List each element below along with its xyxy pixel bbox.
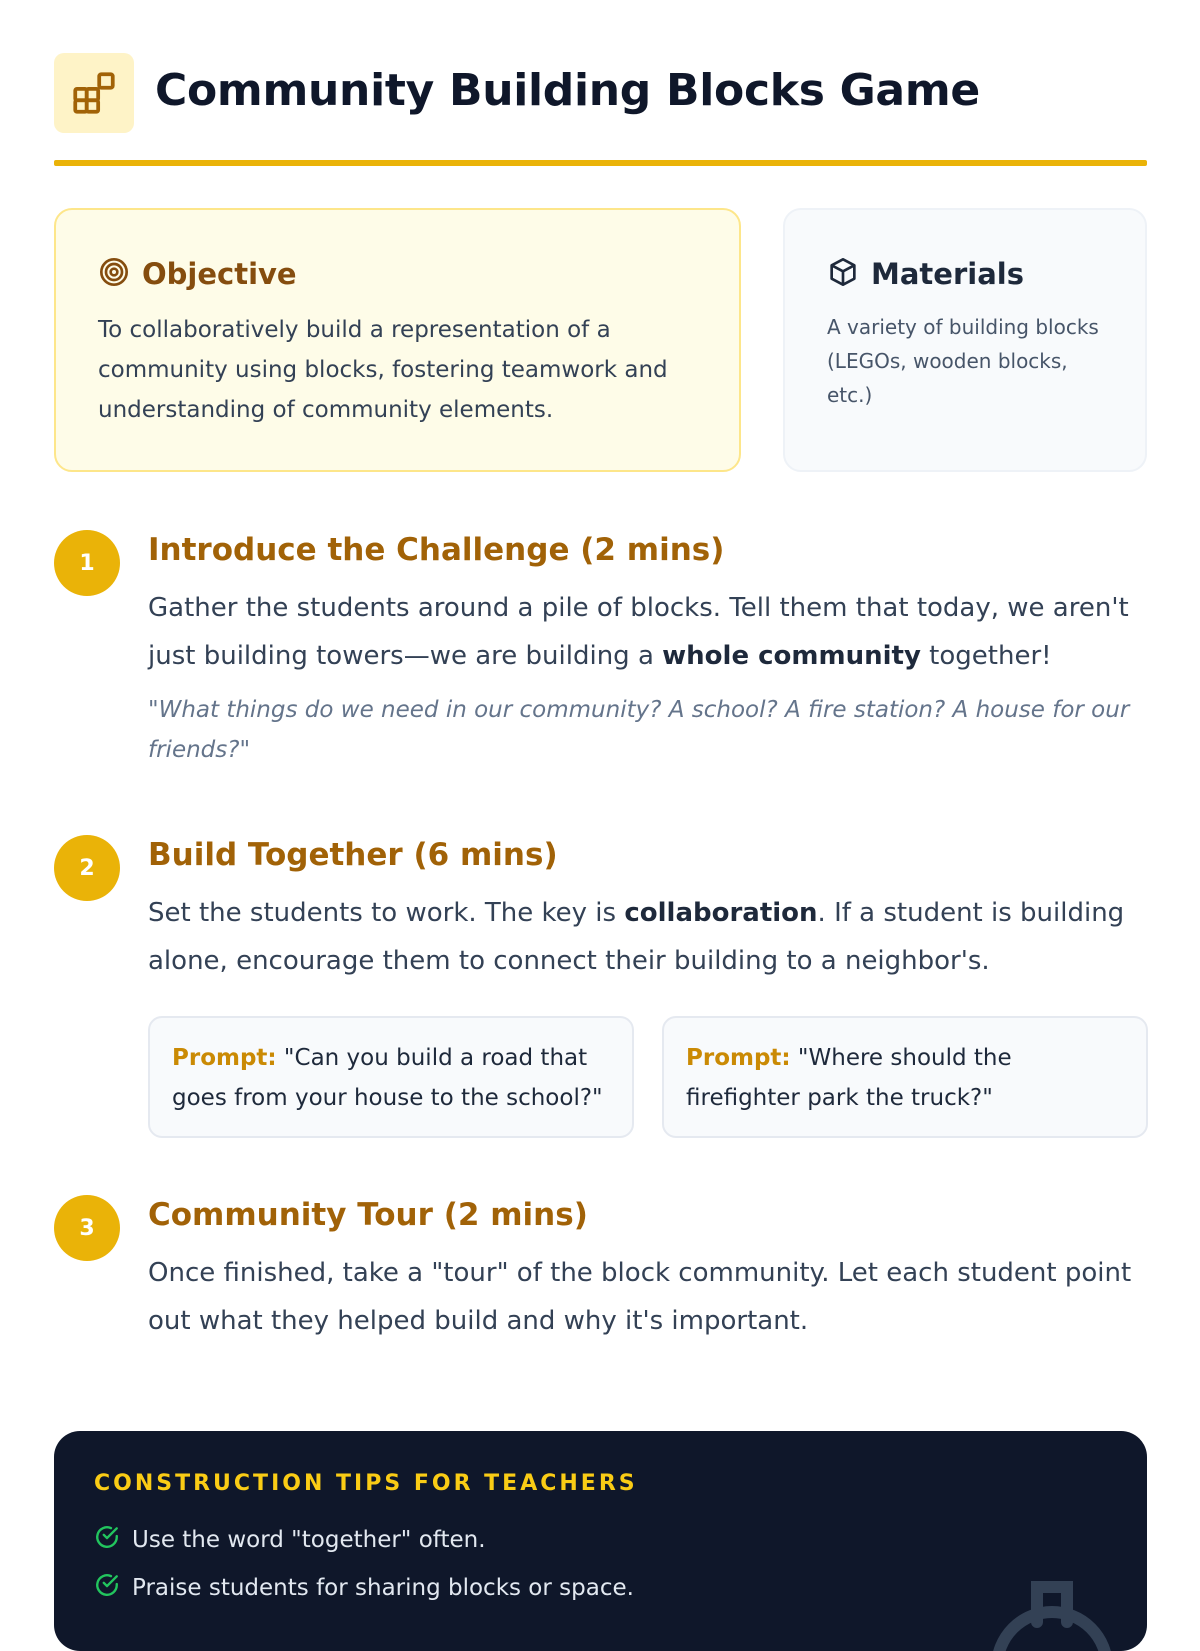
prompt-text: "Can you build a road that goes from your house to the school?" <box>172 1045 603 1111</box>
check-circle-icon <box>94 1572 120 1604</box>
step-emphasis: whole community <box>662 641 921 671</box>
prompt-card <box>662 1016 1148 1138</box>
objective-text: To collaboratively build a representation of a community using blocks, fostering teamwork and understanding of community elements. <box>98 317 668 423</box>
target-icon <box>98 256 130 292</box>
prompt-label: Prompt: <box>686 1045 791 1071</box>
step-emphasis: collaboration <box>624 898 818 928</box>
page-title: Community Building Blocks Game <box>155 65 980 116</box>
materials-text: A variety of building blocks (LEGOs, wooden blocks, etc.) <box>827 315 1099 407</box>
tips-list <box>94 1516 1107 1612</box>
blocks-icon <box>54 53 134 133</box>
tip-text: Use the word "together" often. <box>132 1527 486 1553</box>
step-text: Set the students to work. The key is collaboration. If a student is building alone, encourage them to connect their building to a neighbor's. <box>148 898 1125 976</box>
step-title: Build Together (6 mins) <box>148 837 558 873</box>
list-item <box>94 1564 1107 1612</box>
step-text: Gather the students around a pile of blocks. Tell them that today, we aren't just building towers—we are building a whole community together! <box>148 593 1129 671</box>
step-title: Introduce the Challenge (2 mins) <box>148 532 725 568</box>
page-header <box>54 53 1147 167</box>
materials-card <box>783 208 1147 472</box>
step-quote: "What things do we need in our community? A school? A fire station? A house for our friends?" <box>148 697 1130 763</box>
step-number-badge: 3 <box>54 1195 120 1261</box>
step-number-badge: 2 <box>54 835 120 901</box>
prompt-card <box>148 1016 634 1138</box>
materials-title: Materials <box>871 257 1024 291</box>
step-text: Once finished, take a "tour" of the block community. Let each student point out what they helped build and why it's important. <box>148 1258 1132 1336</box>
tip-text: Praise students for sharing blocks or space. <box>132 1575 634 1601</box>
hard-hat-icon <box>977 1567 1127 1651</box>
objective-title: Objective <box>142 257 297 291</box>
check-circle-icon <box>94 1524 120 1556</box>
step-number-badge: 1 <box>54 530 120 596</box>
prompt-label: Prompt: <box>172 1045 277 1071</box>
prompt-cards <box>148 1016 1148 1138</box>
objective-card <box>54 208 741 472</box>
cube-icon <box>827 256 859 292</box>
tips-panel <box>54 1431 1147 1651</box>
header-divider <box>54 160 1147 166</box>
prompt-text: "Where should the firefighter park the truck?" <box>686 1045 1012 1111</box>
list-item <box>94 1516 1107 1564</box>
step-title: Community Tour (2 mins) <box>148 1197 588 1233</box>
tips-title: CONSTRUCTION TIPS FOR TEACHERS <box>94 1471 638 1496</box>
